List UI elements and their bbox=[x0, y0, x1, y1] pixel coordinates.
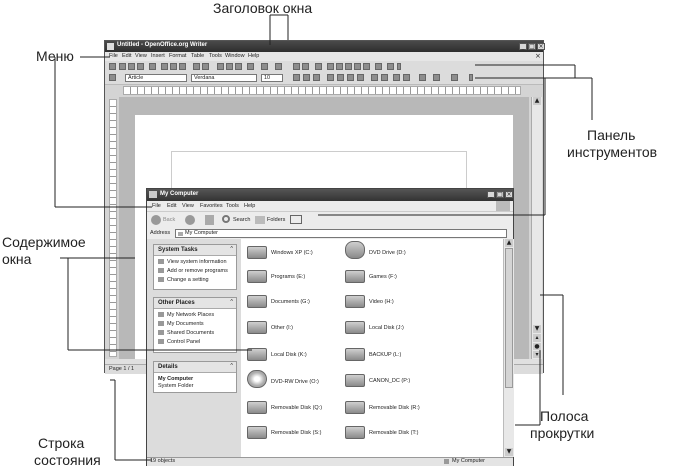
drive-label: Other (I:) bbox=[271, 325, 294, 331]
scroll-down-button[interactable]: ▼ bbox=[534, 325, 540, 332]
menu-table[interactable]: Table bbox=[191, 53, 205, 59]
view-system-info-link[interactable]: View system information bbox=[158, 259, 227, 265]
shared-documents-link[interactable]: Shared Documents bbox=[158, 330, 214, 336]
close-button[interactable]: × bbox=[538, 43, 544, 50]
menu-file[interactable]: File bbox=[109, 53, 118, 59]
menu-help[interactable]: Help bbox=[248, 53, 260, 59]
details-header[interactable]: Details bbox=[154, 362, 236, 373]
annotation-toolbar-line1: Панель bbox=[587, 127, 636, 143]
font-size-value: 10 bbox=[264, 75, 271, 81]
minimize-button[interactable]: _ bbox=[519, 43, 527, 50]
collapse-icon[interactable]: ^ bbox=[230, 363, 233, 369]
font-name-value: Verdana bbox=[194, 75, 215, 81]
system-tasks-header[interactable]: System Tasks bbox=[154, 245, 236, 256]
explorer-menu-help[interactable]: Help bbox=[244, 203, 256, 209]
drive-label: DVD-RW Drive (O:) bbox=[271, 379, 319, 385]
drive-label: Removable Disk (Q:) bbox=[271, 405, 323, 411]
drive-label: BACKUP (L:) bbox=[369, 352, 402, 358]
annotation-content bbox=[2, 234, 86, 268]
annotation-status-line1: Строка bbox=[38, 435, 85, 451]
drive-label: Removable Disk (T:) bbox=[369, 430, 419, 436]
add-remove-programs-link[interactable]: Add or remove programs bbox=[158, 268, 228, 274]
doc-close-icon[interactable]: × bbox=[535, 52, 541, 60]
back-button[interactable]: Back bbox=[163, 217, 176, 223]
collapse-icon[interactable]: ^ bbox=[230, 246, 233, 252]
annotation-scrollbar-line2: прокрутки bbox=[530, 425, 595, 441]
menu-view[interactable]: View bbox=[135, 53, 147, 59]
drive-label: Video (H:) bbox=[369, 299, 394, 305]
drive-label: CANON_DC (P:) bbox=[369, 378, 411, 384]
explorer-menu-view[interactable]: View bbox=[182, 203, 194, 209]
previous-page-button[interactable]: ▴ bbox=[533, 334, 541, 342]
maximize-button[interactable]: □ bbox=[529, 43, 535, 50]
navigation-button[interactable]: ● bbox=[534, 343, 540, 350]
drive-label: Programs (E:) bbox=[271, 274, 306, 280]
other-places-header[interactable]: Other Places bbox=[154, 298, 236, 309]
annotation-scrollbar bbox=[530, 408, 594, 442]
explorer-menu-file[interactable]: File bbox=[152, 203, 161, 209]
paragraph-style-value: Article bbox=[128, 75, 144, 81]
page-indicator: Page 1 / 1 bbox=[109, 366, 135, 372]
scroll-up-button[interactable]: ▲ bbox=[534, 97, 540, 104]
annotation-toolbar-line2: инструментов bbox=[567, 144, 658, 160]
address-label: Address bbox=[150, 230, 171, 236]
menu-tools[interactable]: Tools bbox=[209, 53, 222, 59]
menu-window[interactable]: Window bbox=[225, 53, 245, 59]
explorer-close-button[interactable]: × bbox=[506, 191, 512, 198]
details-description: System Folder bbox=[158, 383, 194, 389]
explorer-menu-favorites[interactable]: Favorites bbox=[200, 203, 223, 209]
annotation-content-line1: Содержимое bbox=[2, 234, 86, 250]
explorer-menu-tools[interactable]: Tools bbox=[226, 203, 239, 209]
next-page-button[interactable]: ▾ bbox=[533, 351, 541, 358]
control-panel-link[interactable]: Control Panel bbox=[158, 339, 200, 345]
object-count: 19 objects bbox=[150, 458, 176, 464]
annotation-status bbox=[34, 435, 101, 469]
annotation-window-title: Заголовок окна bbox=[213, 0, 313, 16]
annotation-status-line2: состояния bbox=[34, 452, 101, 468]
scroll-down-button[interactable]: ▼ bbox=[506, 448, 512, 455]
network-places-link[interactable]: My Network Places bbox=[158, 312, 214, 318]
menu-format[interactable]: Format bbox=[169, 53, 187, 59]
collapse-icon[interactable]: ^ bbox=[230, 299, 233, 305]
drive-label: Windows XP (C:) bbox=[271, 250, 313, 256]
annotation-scrollbar-line1: Полоса bbox=[540, 408, 589, 424]
scroll-up-button[interactable]: ▲ bbox=[506, 239, 512, 246]
explorer-maximize-button[interactable]: □ bbox=[497, 191, 503, 198]
drive-label: Local Disk (K:) bbox=[271, 352, 307, 358]
folders-button[interactable]: Folders bbox=[267, 217, 286, 223]
drive-label: Removable Disk (R:) bbox=[369, 405, 420, 411]
details-name: My Computer bbox=[158, 376, 194, 382]
annotation-toolbar bbox=[567, 127, 657, 161]
menu-edit[interactable]: Edit bbox=[122, 53, 132, 59]
my-documents-link[interactable]: My Documents bbox=[158, 321, 204, 327]
change-setting-link[interactable]: Change a setting bbox=[158, 277, 209, 283]
explorer-minimize-button[interactable]: _ bbox=[487, 191, 495, 198]
explorer-title: My Computer bbox=[160, 191, 199, 197]
drive-label: Removable Disk (S:) bbox=[271, 430, 322, 436]
drive-label: Games (F:) bbox=[369, 274, 397, 280]
drive-label: Documents (G:) bbox=[271, 299, 310, 305]
search-button[interactable]: Search bbox=[233, 217, 251, 223]
drive-label: DVD Drive (D:) bbox=[369, 250, 406, 256]
address-value: My Computer bbox=[185, 230, 219, 236]
annotation-menu: Меню bbox=[36, 48, 74, 64]
menu-insert[interactable]: Insert bbox=[151, 53, 165, 59]
explorer-menu-edit[interactable]: Edit bbox=[167, 203, 177, 209]
drive-label: Local Disk (J:) bbox=[369, 325, 404, 331]
annotation-content-line2: окна bbox=[2, 251, 32, 267]
status-location: My Computer bbox=[452, 458, 486, 464]
writer-title: Untitled - OpenOffice.org Writer bbox=[117, 42, 208, 48]
